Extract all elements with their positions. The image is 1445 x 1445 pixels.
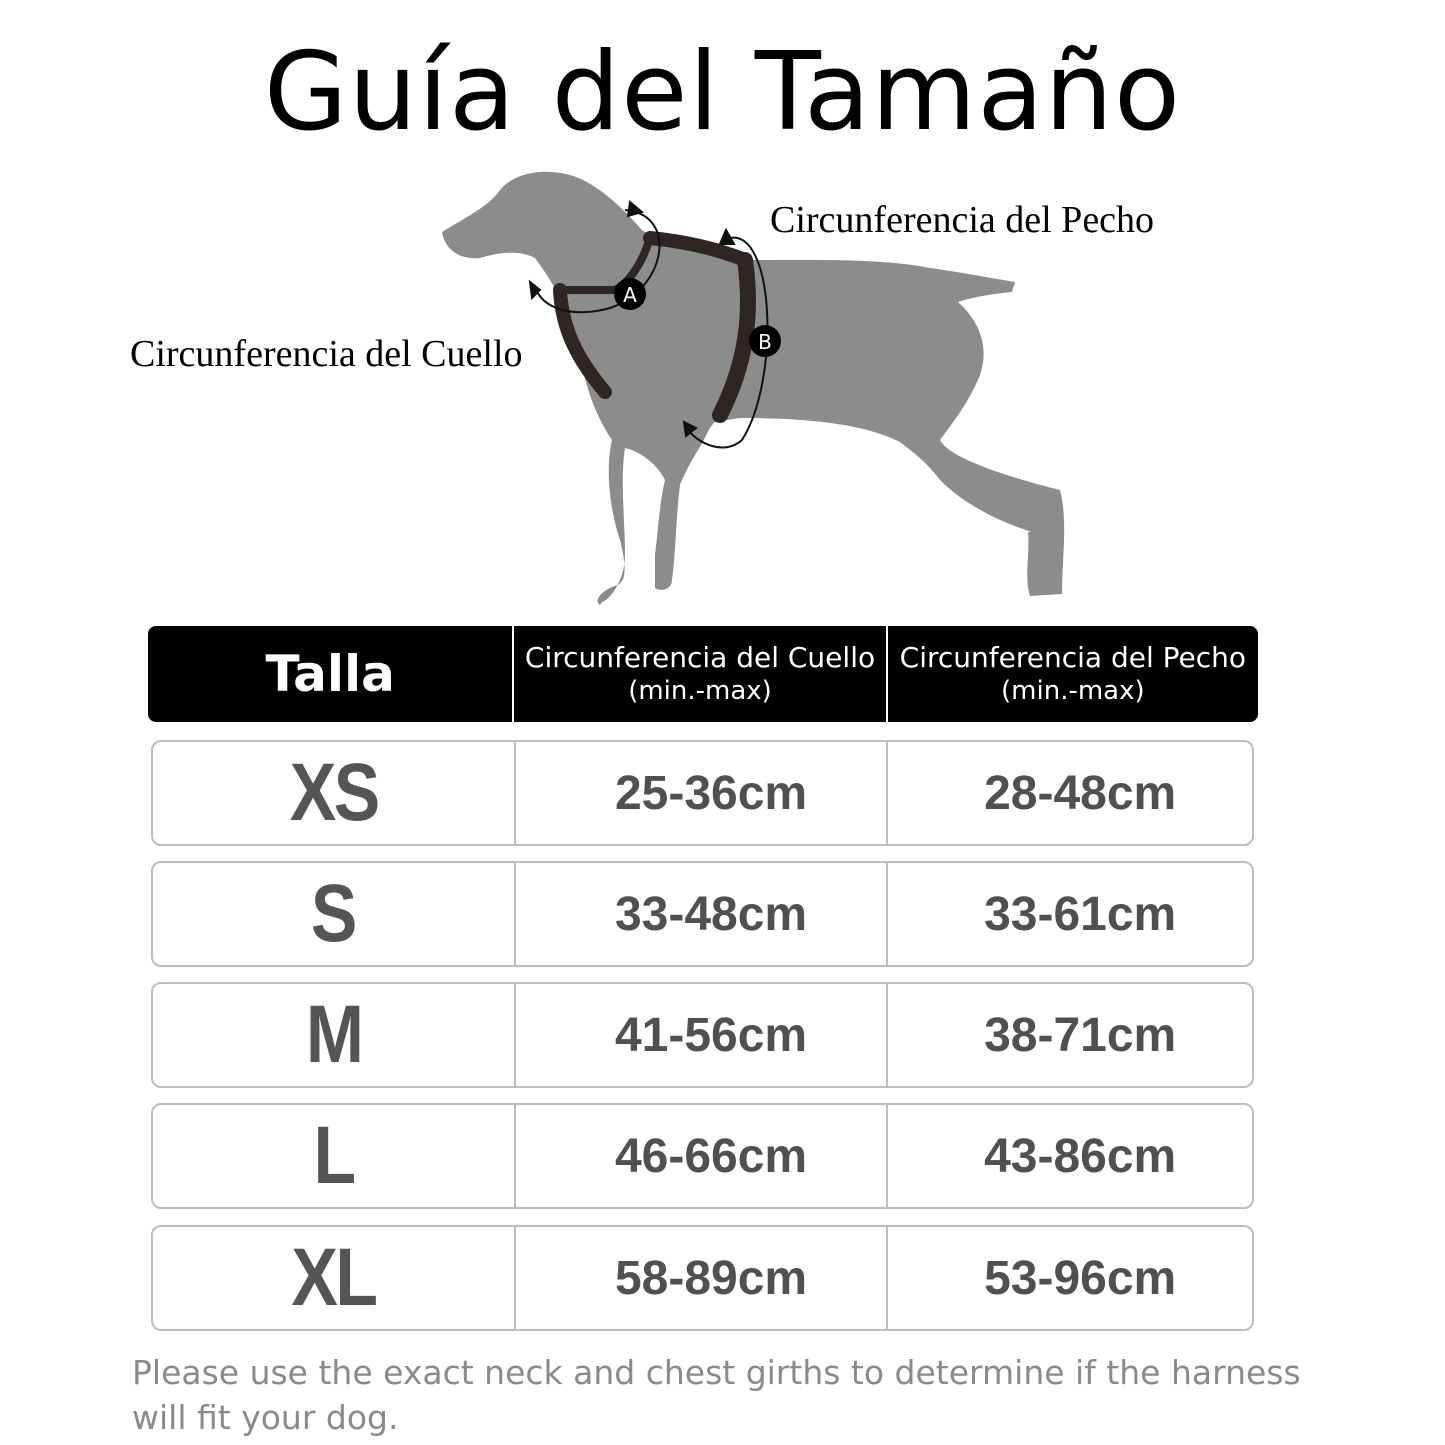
size-label: XS: [289, 747, 378, 838]
size-table-header: [148, 626, 1258, 722]
neck-girth-label: Circunferencia del Cuello: [130, 333, 523, 375]
chest-range: 43-86cm: [984, 1129, 1177, 1183]
header-chest: [886, 626, 1258, 722]
fit-note: Please use the exact neck and chest girths to determine if the harness will fit your dog.: [132, 1353, 1301, 1437]
table-row: [151, 740, 1254, 846]
chest-girth-label: Circunferencia del Pecho: [770, 199, 1155, 241]
neck-range: 41-56cm: [614, 1008, 808, 1062]
chest-range: 38-71cm: [984, 1008, 1177, 1062]
table-row: [151, 1103, 1254, 1209]
neck-range: 25-36cm: [614, 766, 808, 820]
marker-b-icon: [749, 325, 781, 357]
chest-range: 53-96cm: [984, 1251, 1177, 1305]
marker-a-icon: [614, 278, 646, 310]
svg-text:A: A: [623, 283, 637, 307]
svg-text:B: B: [758, 330, 772, 354]
header-neck-range: (min.-max): [628, 676, 772, 706]
chest-range: 33-61cm: [984, 887, 1177, 941]
size-label: S: [311, 868, 356, 959]
page-title: Guía del Tamaño: [263, 30, 1182, 155]
header-neck: [512, 626, 885, 722]
header-neck-title: Circunferencia del Cuello: [524, 641, 876, 674]
header-size: Talla: [265, 645, 395, 703]
header-chest-title: Circunferencia del Pecho: [899, 641, 1247, 674]
neck-range: 33-48cm: [614, 887, 808, 941]
neck-range: 58-89cm: [614, 1251, 808, 1305]
table-row: [151, 1225, 1254, 1331]
size-label: XL: [291, 1232, 376, 1323]
size-label: L: [313, 1110, 354, 1201]
header-chest-range: (min.-max): [1001, 676, 1145, 706]
table-row: [151, 861, 1254, 967]
neck-range: 46-66cm: [614, 1129, 808, 1183]
chest-range: 28-48cm: [984, 766, 1177, 820]
table-row: [151, 982, 1254, 1088]
size-label: M: [305, 989, 362, 1080]
